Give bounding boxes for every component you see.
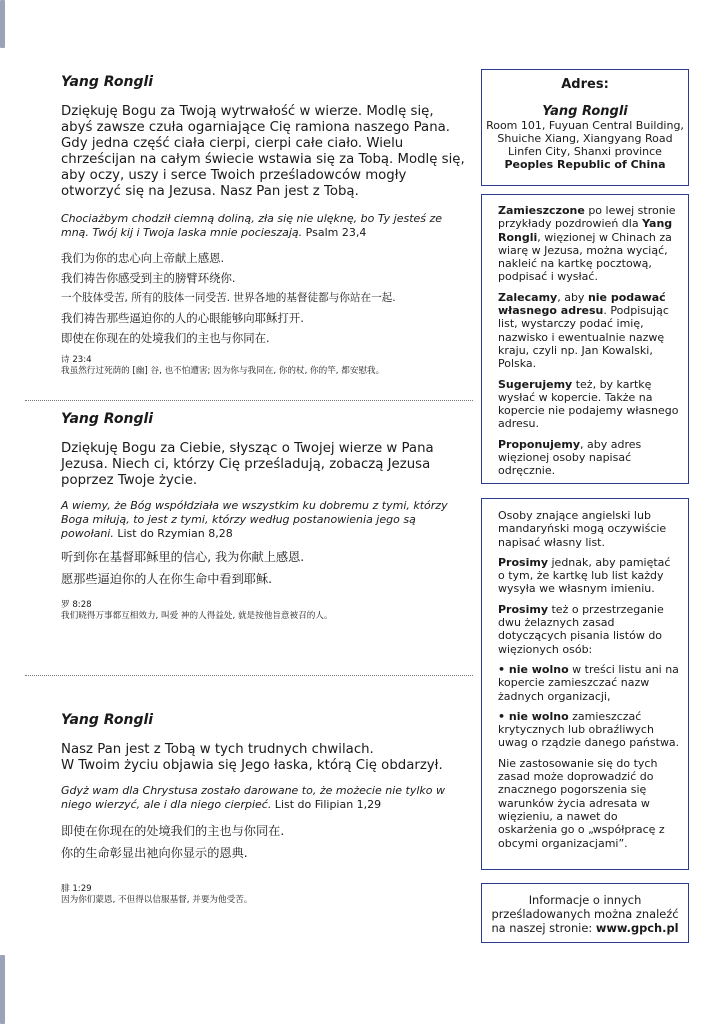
rules-text: jednak, aby pamiętać o tym, że kartkę lub list każdy wysyła we własnym imieniu. — [498, 555, 671, 596]
instruction-paragraph — [498, 378, 680, 431]
greeting-card-3 — [61, 712, 469, 906]
chinese-line: 听到你在基督耶稣里的信心, 我为你献上感恩. — [61, 550, 305, 564]
bible-quote — [61, 784, 469, 812]
quote-reference: List do Filipian 1,29 — [271, 798, 382, 811]
edge-mark-top — [0, 0, 5, 48]
instruction-emphasis: Sugerujemy — [498, 377, 573, 391]
instruction-text: , aby adres więzionej osoby napisać odręcznie. — [498, 437, 642, 478]
cut-line — [25, 400, 473, 401]
chinese-line: 你的生命彰显出祂向你显示的恩典. — [61, 846, 248, 860]
quote-reference: List do Rzymian 8,28 — [113, 527, 233, 540]
quote-reference: Psalm 23,4 — [302, 226, 367, 239]
greeting-line: Nasz Pan jest z Tobą w tych trudnych chwilach. — [61, 742, 374, 757]
rules-paragraph — [498, 603, 680, 656]
greeting-text: Dziękuję Bogu za Twoją wytrwałość w wierze. Modlę się, abyś zawsze czuła ogarniające Cię ramiona naszego Pana. Gdy jedna część ciała cierpi, cierpi całe ciało. Wielu chrześcijan na całym świecie wstawia się za Tobą. Modlę się, aby oczy, uszy i serce Twoich prześladowców mogły otworzyć się na Jezusa. Nasz Pan jest z Tobą. — [61, 104, 465, 199]
chinese-line: 愿那些逼迫你的人在你生命中看到耶稣. — [61, 572, 273, 586]
chinese-greeting — [61, 251, 469, 345]
chinese-verse — [61, 355, 469, 377]
rules-paragraph: Nie zastosowanie się do tych zasad może doprowadzić do znacznego pogorszenia się warunków życia adresata w więzieniu, a nawet do oskarżenia go o „współpracę z obcymi organizacjami”. — [498, 756, 665, 850]
website-link[interactable]: www.gpch.pl — [595, 921, 679, 935]
recipient-name: Yang Rongli — [61, 74, 154, 90]
chinese-verse-text: 因为你们蒙恩, 不但得以信服基督, 并要为他受苦。 — [61, 895, 253, 905]
chinese-line: 我们为你的忠心向上帝献上感恩. — [61, 251, 225, 265]
rules-text: też o przestrzeganie dwu żelaznych zasad dotyczących pisania listów do więzionych osób: — [498, 602, 664, 656]
rules-text: w treści listu ani na kopercie zamieszczać nazw żadnych organizacji, — [498, 662, 679, 703]
edge-mark-bottom — [0, 955, 5, 1024]
instruction-paragraph — [498, 204, 680, 284]
more-info-label: Informacje o innych prześladowanych można znaleźć na naszej stronie: — [491, 893, 679, 935]
more-info-box — [481, 883, 689, 943]
chinese-line: 即使在你现在的处境我们的主也与你同在. — [61, 824, 285, 838]
greeting-text: Dziękuję Bogu za Ciebie, słysząc o Twojej wierze w Pana Jezusa. Niech ci, którzy Cię prześladują, zobaczą Jezusa poprzez Twoje życie. — [61, 441, 434, 488]
instructions-box — [481, 194, 689, 484]
chinese-line: 我们祷告那些逼迫你的人的心眼能够向耶稣打开. — [61, 311, 304, 325]
chinese-verse — [61, 600, 469, 622]
instruction-text: , więzionej w Chinach za wiarę w Jezusa, można wyciąć, nakleić na kartkę pocztową, podpisać i wysłać. — [498, 230, 672, 284]
chinese-verse — [61, 884, 469, 906]
chinese-line: 即使在你现在的处境我们的主也与你同在. — [61, 331, 270, 345]
chinese-verse-reference: 腓 1:29 — [61, 884, 92, 894]
greeting-card-2 — [61, 411, 469, 622]
instruction-paragraph — [498, 438, 680, 478]
rules-paragraph — [498, 663, 680, 703]
address-line: Shuiche Xiang, Xiangyang Road — [497, 131, 673, 145]
chinese-verse-text: 我们晓得万事都互相效力, 叫爱 神的人得益处, 就是按他旨意被召的人。 — [61, 611, 333, 621]
greeting-card-1 — [61, 74, 469, 377]
chinese-verse-reference: 罗 8:28 — [61, 600, 92, 610]
rules-text: zamieszczać krytycznych lub obraźliwych uwag o rządzie danego państwa. — [498, 709, 680, 750]
rules-paragraph — [498, 556, 680, 596]
chinese-line: 我们祷告你感受到主的膀臂环绕你. — [61, 271, 236, 285]
chinese-greeting — [61, 824, 469, 860]
address-country: Peoples Republic of China — [504, 158, 666, 172]
instruction-emphasis: Zamieszczone — [498, 204, 585, 217]
chinese-greeting — [61, 550, 469, 586]
address-name: Yang Rongli — [542, 104, 628, 120]
address-line: Room 101, Fuyuan Central Building, — [486, 118, 684, 132]
recipient-name: Yang Rongli — [61, 411, 154, 427]
quote-text: A wiemy, że Bóg współdziała we wszystkim ku dobremu z tymi, którzy Boga miłują, to jest z tymi, którzy według postanowienia jego są powołani. — [61, 499, 448, 540]
bible-quote — [61, 499, 469, 541]
instruction-text: też, by kartkę wysłać w kopercie. Także na kopercie nie podajemy własnego adresu. — [498, 377, 679, 431]
chinese-verse-text: 我虽然行过死荫的 [幽] 谷, 也不怕遭害; 因为你与我同在, 你的杖, 你的竿, 都安慰我。 — [61, 366, 385, 376]
instruction-emphasis: Proponujemy — [498, 437, 581, 451]
rules-paragraph: Osoby znające angielski lub mandaryński mogą oczywiście napisać własny list. — [498, 509, 667, 549]
rules-emphasis: Prosimy — [498, 602, 548, 616]
rules-emphasis: • nie wolno — [498, 662, 569, 676]
rules-box — [481, 498, 689, 870]
cut-line — [25, 675, 473, 676]
chinese-line: 一个肢体受苦, 所有的肢体一同受苦. 世界各地的基督徒都与你站在一起. — [61, 292, 396, 304]
chinese-verse-reference: 诗 23:4 — [61, 355, 92, 365]
address-heading: Adres: — [561, 77, 609, 92]
more-info-text — [490, 893, 680, 935]
instruction-emphasis: Zalecamy — [498, 290, 558, 304]
address-box — [481, 69, 689, 186]
rules-paragraph — [498, 710, 680, 750]
greeting-text — [61, 742, 469, 774]
instruction-emphasis: Yang Rongli — [498, 217, 673, 244]
instruction-emphasis: nie podawać własnego adresu — [498, 290, 666, 318]
greeting-line: W Twoim życiu objawia się Jego łaska, którą Cię obdarzył. — [61, 758, 443, 773]
instruction-text: , aby — [557, 290, 588, 304]
rules-emphasis: • nie wolno — [498, 709, 569, 723]
bible-quote — [61, 212, 469, 240]
quote-text: Gdyż wam dla Chrystusa zostało darowane to, że możecie nie tylko w niego wierzyć, ale i dla niego cierpieć. — [61, 784, 445, 811]
instruction-text: . Podpisując list, wystarczy podać imię, nazwisko i ewentualnie nazwę kraju, czyli np. Jan Kowalski, Polska. — [498, 304, 669, 371]
quote-text: Chociażbym chodził ciemną doliną, zła się nie ulęknę, bo Ty jesteś ze mną. Twój kij i Twoja laska mnie pocieszają. — [61, 212, 443, 239]
address-line: Linfen City, Shanxi province — [508, 145, 662, 159]
rules-emphasis: Prosimy — [498, 555, 548, 569]
instruction-text: po lewej stronie przykłady pozdrowień dla — [498, 204, 676, 231]
recipient-name: Yang Rongli — [61, 712, 154, 728]
instruction-paragraph — [498, 291, 680, 371]
